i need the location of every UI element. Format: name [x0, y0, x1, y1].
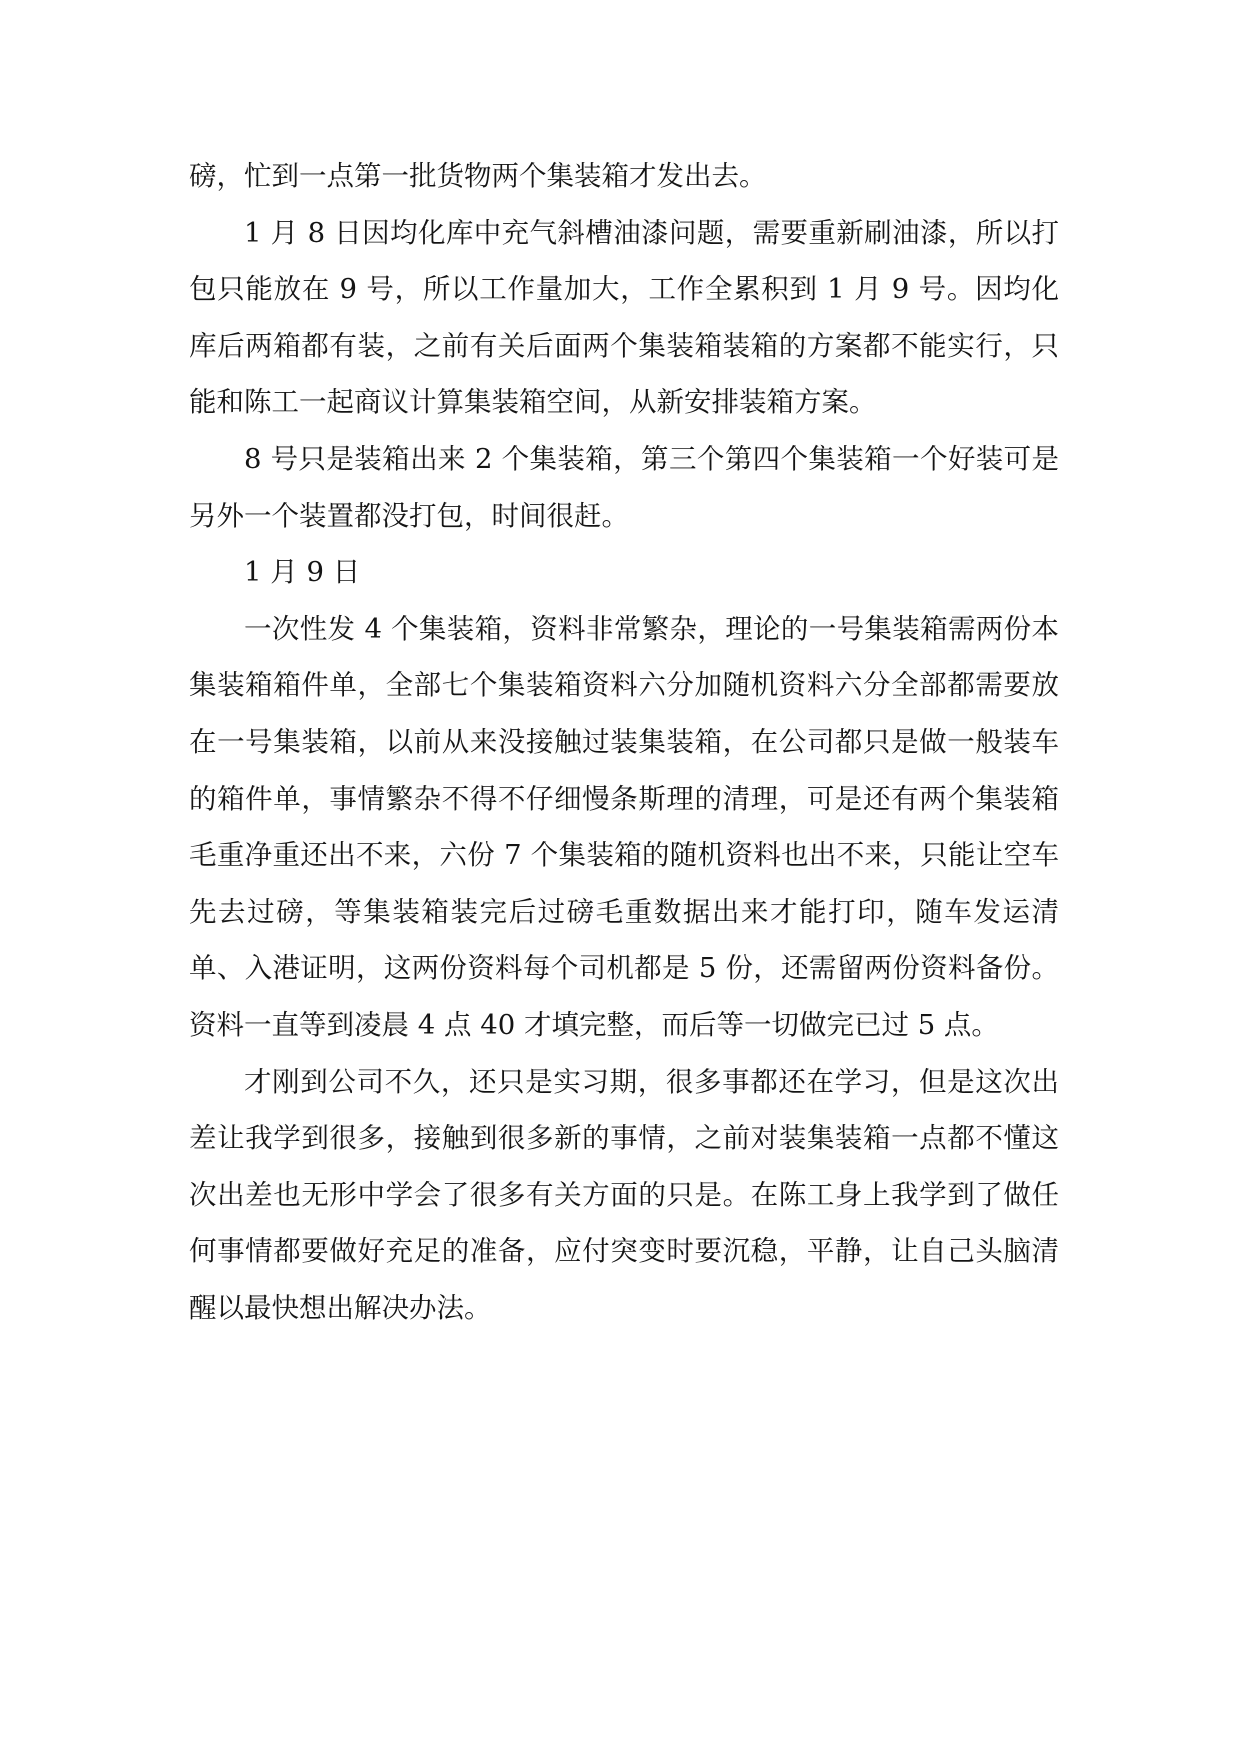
paragraph-1: 磅，忙到一点第一批货物两个集装箱才发出去。 [189, 160, 767, 192]
paragraph-2: 1 月 8 日因均化库中充气斜槽油漆问题，需要重新刷油漆，所以打包只能放在 9 号，所以工作量加大，工作全累积到 1 月 9 号。因均化库后两箱都有装，之前有关后面两个集装箱装箱的方案都不能实行，只能和陈工一起商议计算集装箱空间，从新安排装箱方案。 [189, 216, 1059, 419]
paragraph-5: 才刚到公司不久，还只是实习期，很多事都还在学习，但是这次出差让我学到很多，接触到很多新的事情，之前对装集装箱一点都不懂这次出差也无形中学会了很多有关方面的只是。在陈工身上我学到了做任何事情都要做好充足的准备，应付突变时要沉稳，平静，让自己头脑清醒以最快想出解决办法。 [189, 1065, 1059, 1324]
date-heading: 1 月 9 日 [244, 556, 361, 589]
document-body [189, 148, 1059, 1336]
paragraph-3: 8 号只是装箱出来 2 个集装箱，第三个第四个集装箱一个好装可是另外一个装置都没打包，时间很赶。 [189, 442, 1059, 532]
paragraph-4: 一次性发 4 个集装箱，资料非常繁杂，理论的一号集装箱需两份本集装箱箱件单，全部七个集装箱资料六分加随机资料六分全部都需要放在一号集装箱，以前从来没接触过装集装箱，在公司都只是做一般装车的箱件单，事情繁杂不得不仔细慢条斯理的清理，可是还有两个集装箱毛重净重还出不来，六份 7 个集装箱的随机资料也出不来，只能让空车先去过磅，等集装箱装完后过磅毛重数据出来才能打印，随车发运清单、入港证明，这两份资料每个司机都是 5 份，还需留两份资料备份。资料一直等到凌晨 4 点 40 才填完整，而后等一切做完已过 5 点。 [189, 612, 1059, 1041]
